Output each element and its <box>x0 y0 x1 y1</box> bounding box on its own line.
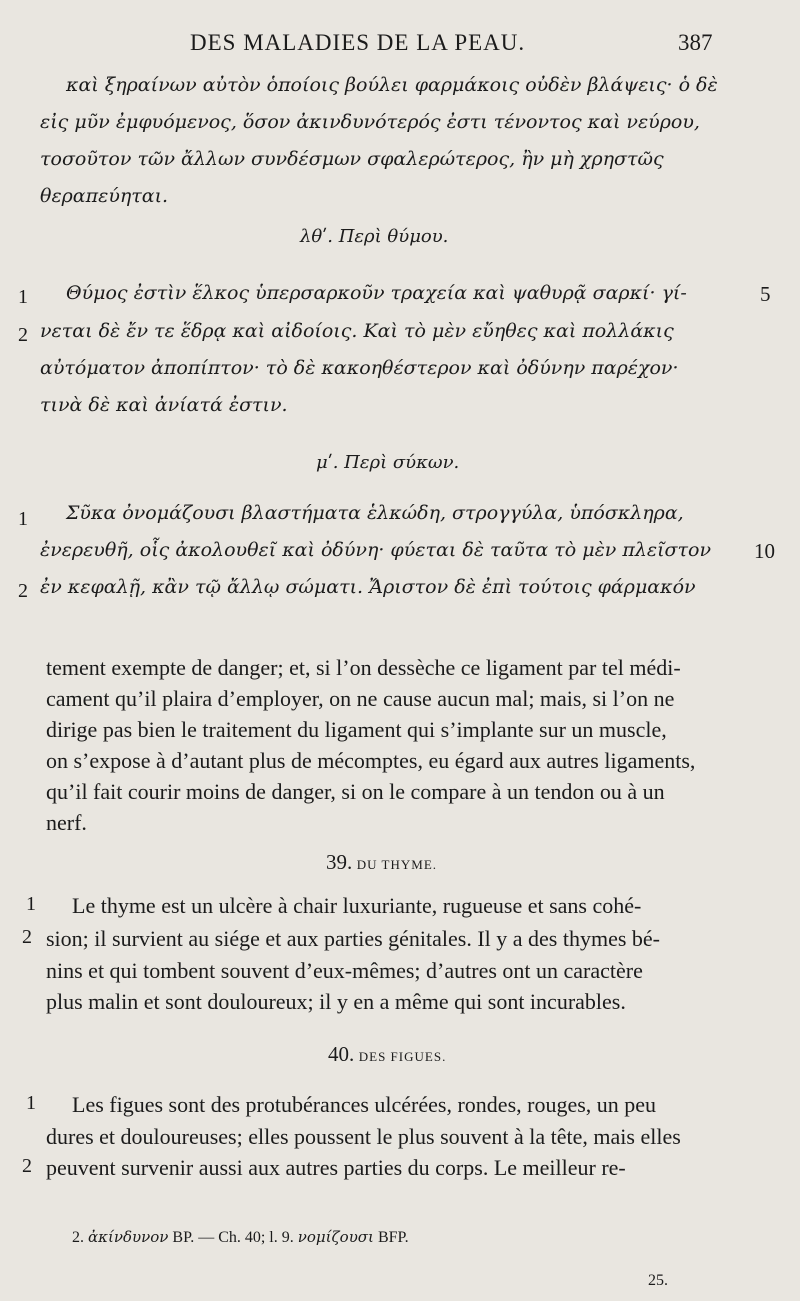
greek-line: καὶ ξηραίνων αὐτὸν ὁποίοις βούλει φαρμάκοις οὐδὲν βλάψεις· ὁ δὲ <box>66 74 718 96</box>
greek-line: ἐν κεφαλῇ, κἂν τῷ ἄλλῳ σώματι. Ἄριστον δὲ ἐπὶ τούτοις φάρμακόν <box>40 576 696 598</box>
french-line: plus malin et sont douloureux; il y en a même qui sont incurables. <box>46 989 626 1014</box>
margin-line-number: 5 <box>760 282 771 306</box>
footnote-greek-word: ἀκίνδυνον <box>88 1228 169 1246</box>
footnote-text: BFP. <box>377 1229 409 1246</box>
greek-line: Σῦκα ὀνομάζουσι βλαστήματα ἑλκώδη, στρογγύλα, ὑπόσκληρα, <box>66 502 684 524</box>
section-number: 40. <box>328 1042 355 1066</box>
french-line: dures et douloureuses; elles poussent le plus souvent à la tête, mais elles <box>46 1124 681 1149</box>
greek-line: εἰς μῦν ἐμφυόμενος, ὅσον ἀκινδυνότερός ἐστι τένοντος καὶ νεύρου, <box>40 111 700 133</box>
greek-line: ἐνερευθῆ, οἷς ἀκολουθεῖ καὶ ὀδύνη· φύεται δὲ ταῦτα τὸ μὲν πλεῖστον <box>40 539 712 561</box>
french-line: sion; il survient au siége et aux parties génitales. Il y a des thymes bé- <box>46 926 661 951</box>
french-line: Les figues sont des protubérances ulcérées, rondes, rouges, un peu <box>72 1092 657 1117</box>
french-line: nerf. <box>46 810 87 835</box>
line-number: 1 <box>26 893 36 915</box>
footnote-greek-word: νομίζουσι <box>297 1228 374 1246</box>
footnote-number: 2. <box>72 1229 84 1246</box>
french-line: on s’expose à d’autant plus de mécomptes, eu égard aux autres ligaments, <box>46 748 696 773</box>
signature-mark: 25. <box>648 1272 668 1289</box>
greek-line: θεραπεύηται. <box>40 185 169 207</box>
page-number: 387 <box>678 30 713 55</box>
french-line: nins et qui tombent souvent d’eux-mêmes; d’autres ont un caractère <box>46 958 643 983</box>
french-section-heading-40 <box>328 1042 446 1067</box>
running-head <box>0 30 800 60</box>
section-number: 39. <box>326 850 353 874</box>
french-line: Le thyme est un ulcère à chair luxuriante, rugueuse et sans cohé- <box>72 893 642 918</box>
margin-line-number: 10 <box>754 539 775 563</box>
greek-line: Θύμος ἐστὶν ἕλκος ὑπερσαρκοῦν τραχεία καὶ ψαθυρᾷ σαρκί· γί- <box>66 282 687 304</box>
line-number: 1 <box>18 286 28 308</box>
greek-line: αὐτόματον ἀποπίπτον· τὸ δὲ κακοηθέστερον καὶ ὀδύνην παρέχον· <box>40 357 679 379</box>
french-section-heading-39 <box>326 850 437 875</box>
line-number: 2 <box>18 324 28 346</box>
line-number: 2 <box>22 926 32 948</box>
greek-line: νεται δὲ ἔν τε ἕδρᾳ καὶ αἰδοίοις. Καὶ τὸ μὲν εὔηθες καὶ πολλάκις <box>40 320 674 342</box>
french-line: peuvent survenir aussi aux autres parties du corps. Le meilleur re- <box>46 1155 626 1180</box>
french-line: cament qu’il plaira d’employer, on ne cause aucun mal; mais, si l’on ne <box>46 686 675 711</box>
french-line: tement exempte de danger; et, si l’on dessèche ce ligament par tel médi- <box>46 655 681 680</box>
section-title: DU THYME. <box>356 857 438 872</box>
line-number: 2 <box>18 580 28 602</box>
running-head-title: DES MALADIES DE LA PEAU. <box>190 30 526 55</box>
footnote-text: BP. — Ch. 40; l. 9. <box>172 1229 294 1246</box>
line-number: 1 <box>26 1092 36 1114</box>
french-line: dirige pas bien le traitement du ligament qui s’implante sur un muscle, <box>46 717 667 742</box>
greek-line: τοσοῦτον τῶν ἄλλων συνδέσμων σφαλερώτερος, ἢν μὴ χρηστῶς <box>40 148 664 170</box>
footnote <box>72 1228 409 1247</box>
greek-line: τινὰ δὲ καὶ ἀνίατά ἐστιν. <box>40 394 288 416</box>
section-title: DES FIGUES. <box>358 1049 447 1064</box>
line-number: 1 <box>18 508 28 530</box>
greek-section-heading-sycon: μʹ. Περὶ σύκων. <box>316 452 460 473</box>
greek-section-heading-thymus: λθʹ. Περὶ θύμου. <box>300 226 449 247</box>
line-number: 2 <box>22 1155 32 1177</box>
french-line: qu’il fait courir moins de danger, si on le compare à un tendon ou à un <box>46 779 665 804</box>
